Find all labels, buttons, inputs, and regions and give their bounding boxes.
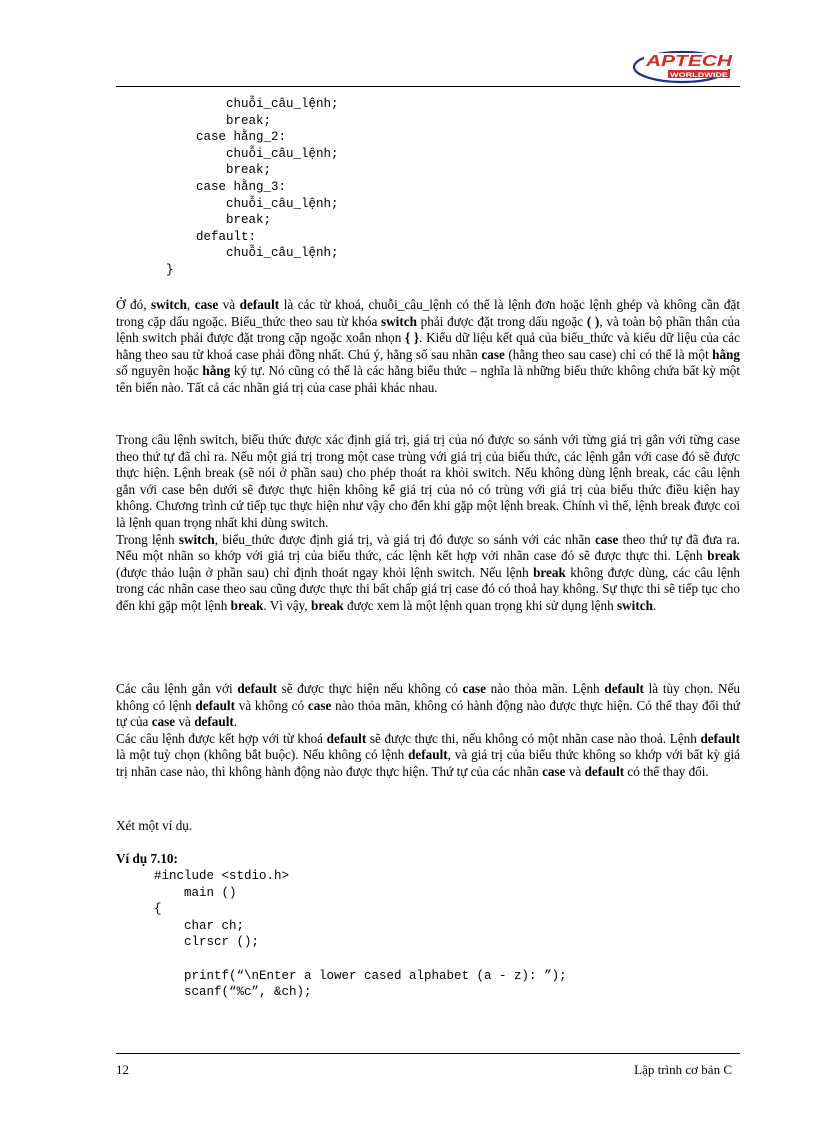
bold-term: case [151, 714, 176, 730]
code-line: break; [166, 213, 272, 228]
code-line: chuỗi_câu_lệnh; [166, 146, 339, 161]
footer-rule [116, 1053, 740, 1054]
text-run: không được dùng, các câu lệnh trong các nhãn case theo sau cũng được thực thi bất chấp giá trị case đó có thoả hay không. Sự thực thi sẽ tiếp tục cho đến khi gặp một lệnh [116, 564, 740, 613]
text-run: . Kiểu dữ liệu kết quả của biểu_thức và kiểu dữ liệu của các hằng theo sau từ khoá case phải đồng nhất. Chú ý, hằng số sau nhãn [116, 330, 741, 362]
bold-term: hằng [202, 363, 231, 379]
code-line: { [154, 902, 162, 917]
text-run: , [186, 297, 195, 312]
bold-term: default [604, 681, 644, 696]
bold-term: ( ) [586, 313, 600, 329]
code-line: break; [166, 163, 272, 178]
header-rule [116, 86, 740, 87]
footer-book-title: Lập trình cơ bản C [634, 1062, 732, 1077]
bold-term: switch [178, 531, 215, 547]
bold-term: default [326, 730, 367, 746]
example-title: Ví dụ 7.10: [116, 851, 178, 866]
text-run: phải được đặt trong dấu ngoặc [416, 313, 587, 329]
code-line: clrscr (); [154, 935, 260, 950]
paragraph-switch-evaluation [116, 432, 740, 615]
text-run: và [218, 297, 240, 312]
bold-term: case [481, 346, 505, 362]
code-line: chuỗi_câu_lệnh; [166, 97, 339, 111]
text-run: . [233, 714, 238, 730]
bold-term: default [700, 730, 740, 746]
bold-term: case [542, 763, 566, 779]
text-run: Trong lệnh [116, 531, 179, 547]
logo-subtext: WORLDWIDE [670, 72, 729, 79]
text-run: Xét một ví dụ. [116, 818, 193, 833]
code-line: scanf(“%c”, &ch); [154, 985, 312, 1000]
bold-term: switch [381, 313, 417, 329]
text-run: , và giá trị của biểu thức không so khớp với bất kỳ giá trị nhãn case nào, thì không hành động nào được thực hiện. Thứ tự của các nhãn [116, 747, 740, 779]
code-line: #include <stdio.h> [154, 869, 290, 883]
text-run: . [652, 597, 657, 613]
text-run: và không có [234, 697, 308, 713]
code-line: main () [154, 885, 237, 900]
paragraph-switch-keywords [116, 297, 740, 397]
bold-term: break [533, 564, 566, 580]
code-line: } [166, 262, 174, 277]
bold-term: switch [151, 297, 187, 312]
code-line: char ch; [154, 918, 245, 933]
text-run: là tùy chọn. Nếu không có lệnh [116, 681, 741, 713]
bold-term: break [311, 597, 344, 613]
text-run: nào thỏa mãn, không có hành động nào được thực hiện. Có thể thay đổi thứ tự của [116, 697, 740, 730]
code-line: printf(“\nEnter a lower cased alphabet (a - z): ”); [154, 968, 567, 983]
text-run: (hằng theo sau case) chỉ có thể là một [504, 346, 713, 362]
text-run: sẽ được thực thi, nếu không có một nhãn case nào thoả. Lệnh [366, 730, 701, 746]
text-run: sẽ được thực hiện nếu không có [276, 681, 463, 696]
bold-term: case [462, 681, 486, 696]
text-run: Các câu lệnh được kết hợp với từ khoá [116, 730, 327, 746]
text-run: số nguyên hoặc [116, 363, 203, 379]
text-run: nào thỏa mãn. Lệnh [485, 681, 605, 696]
text-run: Trong câu lệnh switch, biểu thức được xác định giá trị, giá trị của nó được so sánh với từng giá trị gắn với từng case theo thứ tự đã chỉ ra. Nếu một giá trị trong một case trùng với giá trị của biểu thức, các lệnh gắn với case đó sẽ được thực hiện. Lệnh break (sẽ nói ở phần sau) cho phép thoát ra khỏi switch. Nếu không dùng lệnh break, các câu lệnh gắn với case bên dưới sẽ được thực hiện không kể giá trị của nó có trùng với giá trị của biểu thức điều kiện hay không. Chương trình cứ tiếp tục thực hiện như vậy cho đến khi gặp một lệnh break. Chính vì thế, lệnh break được coi là lệnh quan trọng nhất khi dùng switch. [116, 432, 740, 530]
text-run: Ở đó, [116, 297, 152, 312]
text-run: là các từ khoá, chuỗi_câu_lệnh có thể là lệnh đơn hoặc lệnh ghép và không cần đặt trong cặp dấu ngoặc. Biểu_thức theo sau từ khóa [116, 297, 741, 329]
code-line: case hằng_3: [166, 179, 287, 194]
logo-text: APTECH [644, 53, 733, 70]
bold-term: case [194, 297, 219, 312]
text-run: . Vì vậy, [263, 597, 311, 613]
code-block-switch-syntax [166, 96, 339, 279]
text-run: có thể thay đổi. [624, 763, 709, 779]
bold-term: { } [405, 330, 420, 346]
bold-term: break [707, 548, 740, 564]
bold-term: break [230, 597, 264, 613]
text-run: Các câu lệnh gắn với [116, 681, 238, 696]
code-line: break; [166, 113, 272, 128]
code-line: chuỗi_câu_lệnh; [166, 196, 339, 211]
paragraph-example-intro [116, 818, 740, 835]
bold-term: hằng [712, 346, 740, 362]
bold-term: case [594, 531, 619, 547]
bold-term: default [239, 297, 280, 312]
bold-term: default [408, 747, 448, 763]
text-run: là một tuỳ chọn (không bắt buộc). Nếu không có lệnh [116, 747, 409, 763]
bold-term: default [194, 714, 234, 730]
text-run: và [175, 714, 195, 730]
bold-term: switch [617, 597, 653, 613]
code-line: chuỗi_câu_lệnh; [166, 246, 339, 261]
code-block-example [154, 868, 567, 1001]
text-run: , biểu_thức được định giá trị, và giá trị đó được so sánh với các nhãn [214, 531, 595, 547]
page-number: 12 [116, 1062, 129, 1077]
paragraph-default-case [116, 681, 740, 781]
bold-term: default [237, 681, 277, 696]
aptech-logo [632, 48, 736, 84]
text-run: theo thứ tự đã đưa ra. Nếu một nhãn so khớp với giá trị của biểu thức, các lệnh kết hợp với nhãn case đó sẽ được thực thi. Lệnh [116, 531, 740, 564]
text-run: ký tự. Nó cũng có thể là các hằng biểu thức – nghĩa là những biểu thức không chứa bất kỳ một tên biến nào. Tất cả các nhãn giá trị của case phải khác nhau. [116, 363, 740, 395]
bold-term: default [584, 763, 625, 779]
code-line: default: [166, 229, 257, 244]
text-run: được xem là một lệnh quan trọng khi sử dụng lệnh [343, 597, 617, 613]
code-line: case hằng_2: [166, 130, 287, 145]
text-run: (được thảo luận ở phần sau) chỉ định thoát ngay khỏi lệnh switch. Nếu lệnh [116, 564, 534, 580]
text-run: và [565, 763, 585, 779]
bold-term: case [307, 697, 332, 713]
text-run: , và toàn bộ phần thân của lệnh switch phải được đặt trong cặp ngoặc xoắn nhọn [116, 313, 740, 346]
bold-term: default [195, 697, 235, 713]
